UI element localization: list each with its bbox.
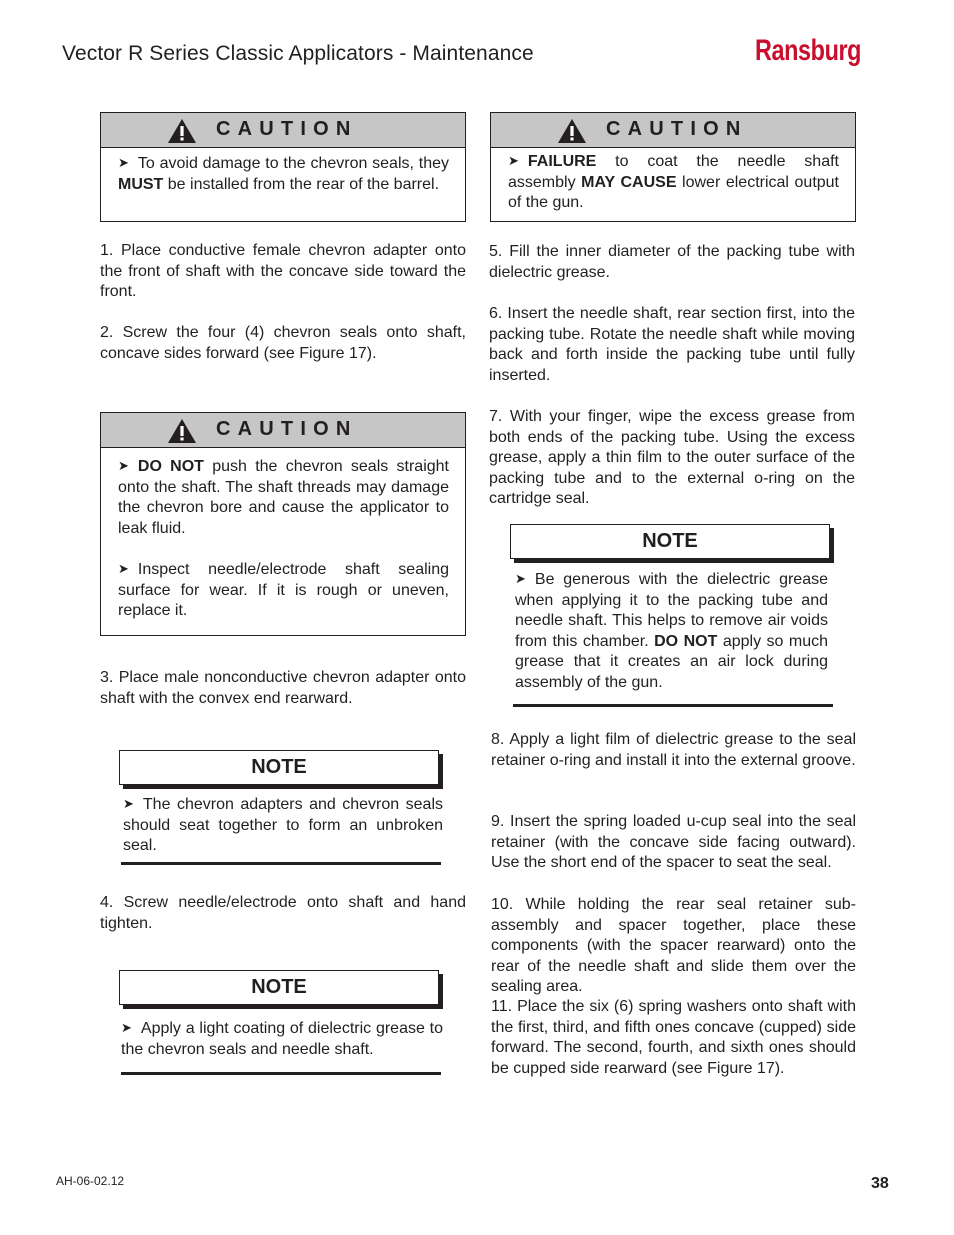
arrow-bullet-icon: ➤ xyxy=(118,458,129,473)
step-3: 3. Place male nonconductive chevron adapter onto shaft with the convex end rearward. xyxy=(100,669,466,707)
step-5: 5. Fill the inner diameter of the packing tube with dielectric grease. xyxy=(489,243,855,281)
caution-header xyxy=(491,113,855,148)
step-1: 1. Place conductive female chevron adapter onto the front of shaft with the concave side toward the front. xyxy=(100,242,466,301)
caution-box-needle-coating: CAUTION ➤ FAILURE to coat the needle shaft assembly MAY CAUSE lower electrical output of the gun. xyxy=(490,112,856,222)
arrow-bullet-icon: ➤ xyxy=(118,155,129,170)
note-label: NOTE xyxy=(251,756,307,778)
step-6: 6. Insert the needle shaft, rear section first, into the packing tube. Rotate the needle shaft while moving back and forth inside the packing tube until fully inserted. xyxy=(489,305,855,384)
arrow-bullet-icon: ➤ xyxy=(123,796,134,811)
note-header xyxy=(510,524,830,559)
step-11: 11. Place the six (6) spring washers onto shaft with the first, third, and fifth ones concave (cupped) side forward. The second, fourth, and sixth ones should be cupped side rearward (see Figure 17). xyxy=(491,998,856,1077)
page-number: 38 xyxy=(871,1175,889,1192)
step-9: 9. Insert the spring loaded u-cup seal into the seal retainer (with the concave side facing outward). Use the short end of the spacer to seat the seal. xyxy=(491,813,856,872)
caution-bullet: ➤ DO NOT push the chevron seals straight onto the shaft. The shaft threads may damage the chevron bore and cause the applicator to leak fluid. xyxy=(118,458,449,537)
note-text-grease-chevron: ➤ Apply a light coating of dielectric grease to the chevron seals and needle shaft. xyxy=(121,1020,443,1058)
note-divider xyxy=(121,862,441,865)
note-label: NOTE xyxy=(251,976,307,998)
document-id: AH-06-02.12 xyxy=(56,1174,125,1188)
caution-label: CAUTION xyxy=(216,418,358,440)
caution-box-chevron-push xyxy=(100,412,466,636)
caution-header xyxy=(101,113,465,148)
note-divider xyxy=(513,704,833,707)
step-2: 2. Screw the four (4) chevron seals onto shaft, concave sides forward (see Figure 17). xyxy=(100,324,466,362)
warning-triangle-icon xyxy=(167,118,197,144)
note-header xyxy=(119,750,439,785)
arrow-bullet-icon: ➤ xyxy=(515,571,526,586)
note-divider xyxy=(121,1072,441,1075)
step-10: 10. While holding the rear seal retainer sub-assembly and spacer together, place these components (with the spacer rearward) onto the rear of the needle shaft and slide them over the sealing area. xyxy=(491,896,856,996)
caution-box-chevron-install: CAUTION ➤ To avoid damage to the chevron seals, they MUST be installed from the rear of the barrel. xyxy=(100,112,466,222)
arrow-bullet-icon: ➤ xyxy=(118,560,129,576)
caution-label: CAUTION xyxy=(216,118,358,140)
warning-triangle-icon xyxy=(167,418,197,444)
note-header xyxy=(119,970,439,1005)
ransburg-logo: Ransburg xyxy=(755,34,862,67)
caution-label: CAUTION xyxy=(606,118,748,140)
arrow-bullet-icon: ➤ xyxy=(508,153,519,168)
caution-header xyxy=(101,413,465,448)
step-4: 4. Screw needle/electrode onto shaft and hand tighten. xyxy=(100,894,466,932)
caution-bullet: ➤ Inspect needle/electrode shaft sealing surface for wear. If it is rough or uneven, replace it. xyxy=(118,560,449,620)
step-7: 7. With your finger, wipe the excess grease from both ends of the packing tube. Using the excess grease, apply a thin film to the outer surface of the packing tube and to the external o-ring on the cartridge seal. xyxy=(489,408,855,508)
note-text-chevron-seat: ➤ The chevron adapters and chevron seals should seat together to form an unbroken seal. xyxy=(123,796,443,855)
page-title: Vector R Series Classic Applicators - Maintenance xyxy=(62,42,534,65)
warning-triangle-icon xyxy=(557,118,587,144)
arrow-bullet-icon: ➤ xyxy=(121,1020,132,1035)
step-8: 8. Apply a light film of dielectric grease to the seal retainer o-ring and install it into the external groove. xyxy=(491,731,856,769)
note-label: NOTE xyxy=(642,530,698,552)
note-text-dielectric-grease: ➤ Be generous with the dielectric grease when applying it to the packing tube and needle shaft. This helps to remove air voids from this chamber. DO NOT apply so much grease that it creates an air lock during assembly of the gun. xyxy=(515,571,829,691)
